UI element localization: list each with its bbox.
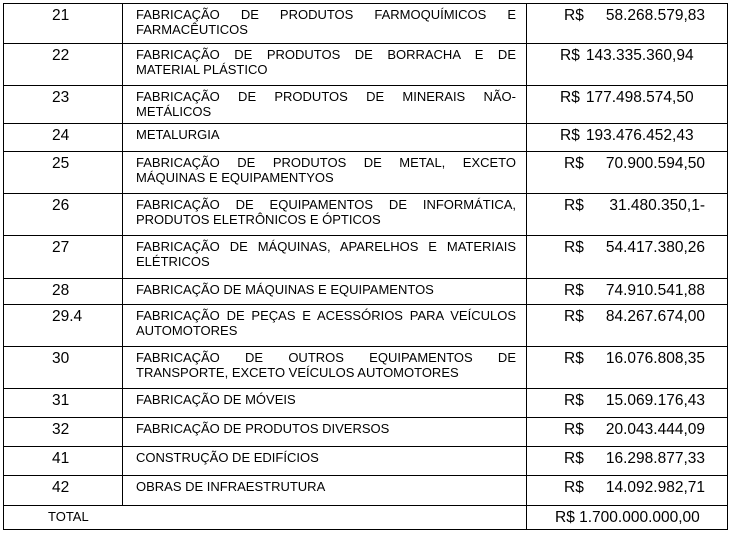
row-code: 29.4 xyxy=(4,305,123,347)
row-amount-cell xyxy=(527,124,728,152)
table-row xyxy=(4,194,728,236)
row-amount-cell xyxy=(527,236,728,279)
row-amount xyxy=(527,392,705,410)
amount-value: 143.335.360,94 xyxy=(585,47,694,64)
row-amount-cell xyxy=(527,86,728,124)
table-row xyxy=(4,4,728,44)
row-description: FABRICAÇÃO DE MÁQUINAS E EQUIPAMENTOS xyxy=(123,279,527,305)
amount-value: 74.910.541,88 xyxy=(605,282,705,299)
amount-value: 177.498.574,50 xyxy=(585,89,694,106)
currency-symbol: R$ xyxy=(564,7,584,24)
currency-symbol: R$ xyxy=(564,282,584,299)
row-amount xyxy=(527,239,705,257)
row-amount-cell xyxy=(527,476,728,506)
row-amount-cell xyxy=(527,347,728,389)
row-amount xyxy=(527,350,705,368)
row-description: FABRICAÇÃO DE OUTROS EQUIPAMENTOS DE TRANSPORTE, EXCETO VEÍCULOS AUTOMOTORES xyxy=(123,347,527,389)
currency-symbol: R$ xyxy=(564,479,584,496)
amount-value: 84.267.674,00 xyxy=(605,308,705,325)
row-code: 26 xyxy=(4,194,123,236)
row-code: 32 xyxy=(4,418,123,447)
row-code: 24 xyxy=(4,124,123,152)
currency-symbol: R$ xyxy=(564,155,584,172)
row-amount-cell xyxy=(527,279,728,305)
sector-allocation-table xyxy=(3,3,728,530)
table-row xyxy=(4,418,728,447)
row-amount-cell xyxy=(527,4,728,44)
row-code: 25 xyxy=(4,152,123,194)
table-row xyxy=(4,447,728,476)
amount-value: 16.298.877,33 xyxy=(605,450,705,467)
table-row xyxy=(4,236,728,279)
table-row xyxy=(4,124,728,152)
row-description: FABRICAÇÃO DE EQUIPAMENTOS DE INFORMÁTICA, PRODUTOS ELETRÔNICOS E ÓPTICOS xyxy=(123,194,527,236)
row-description: FABRICAÇÃO DE PRODUTOS DE METAL, EXCETO MÁQUINAS E EQUIPAMENTYOS xyxy=(123,152,527,194)
currency-symbol: R$ xyxy=(560,47,580,64)
row-description: FABRICAÇÃO DE PRODUTOS DE BORRACHA E DE MATERIAL PLÁSTICO xyxy=(123,44,527,86)
row-code: 31 xyxy=(4,389,123,418)
row-amount xyxy=(527,450,705,468)
row-description: CONSTRUÇÃO DE EDIFÍCIOS xyxy=(123,447,527,476)
total-value: R$ 1.700.000.000,00 xyxy=(527,506,728,530)
row-description: OBRAS DE INFRAESTRUTURA xyxy=(123,476,527,506)
row-code: 27 xyxy=(4,236,123,279)
row-amount xyxy=(527,89,705,107)
row-description: METALURGIA xyxy=(123,124,527,152)
row-code: 30 xyxy=(4,347,123,389)
row-amount xyxy=(527,308,705,326)
row-amount-cell xyxy=(527,418,728,447)
table-row xyxy=(4,152,728,194)
currency-symbol: R$ xyxy=(564,421,584,438)
amount-value: 14.092.982,71 xyxy=(605,479,705,496)
currency-symbol: R$ xyxy=(564,450,584,467)
row-code: 28 xyxy=(4,279,123,305)
row-code: 22 xyxy=(4,44,123,86)
row-amount xyxy=(527,197,705,215)
currency-symbol: R$ xyxy=(564,239,584,256)
row-description: FABRICAÇÃO DE PRODUTOS DIVERSOS xyxy=(123,418,527,447)
row-amount-cell xyxy=(527,389,728,418)
amount-value: 20.043.444,09 xyxy=(605,421,705,438)
row-description: FABRICAÇÃO DE PRODUTOS DE MINERAIS NÃO-METÁLICOS xyxy=(123,86,527,124)
table-row xyxy=(4,86,728,124)
amount-value: 31.480.350,1- xyxy=(609,197,705,214)
row-amount xyxy=(527,155,705,173)
row-code: 42 xyxy=(4,476,123,506)
total-row xyxy=(4,506,728,530)
row-amount xyxy=(527,127,705,145)
amount-value: 58.268.579,83 xyxy=(605,7,705,24)
table-row xyxy=(4,305,728,347)
row-amount xyxy=(527,47,705,65)
row-amount-cell xyxy=(527,44,728,86)
currency-symbol: R$ xyxy=(564,392,584,409)
row-amount xyxy=(527,282,705,300)
row-amount xyxy=(527,479,705,497)
row-amount xyxy=(527,421,705,439)
table-body xyxy=(4,4,728,506)
total-label: TOTAL xyxy=(4,506,527,530)
amount-value: 193.476.452,43 xyxy=(585,127,694,144)
table-row xyxy=(4,44,728,86)
row-amount-cell xyxy=(527,194,728,236)
row-amount-cell xyxy=(527,447,728,476)
table-row xyxy=(4,347,728,389)
currency-symbol: R$ xyxy=(560,89,580,106)
amount-value: 16.076.808,35 xyxy=(605,350,705,367)
row-description: FABRICAÇÃO DE MÁQUINAS, APARELHOS E MATERIAIS ELÉTRICOS xyxy=(123,236,527,279)
row-code: 21 xyxy=(4,4,123,44)
table-row xyxy=(4,476,728,506)
currency-symbol: R$ xyxy=(560,127,580,144)
row-description: FABRICAÇÃO DE PEÇAS E ACESSÓRIOS PARA VEÍCULOS AUTOMOTORES xyxy=(123,305,527,347)
table-row xyxy=(4,279,728,305)
amount-value: 15.069.176,43 xyxy=(605,392,705,409)
currency-symbol: R$ xyxy=(564,350,584,367)
row-description: FABRICAÇÃO DE MÓVEIS xyxy=(123,389,527,418)
row-amount-cell xyxy=(527,305,728,347)
amount-value: 70.900.594,50 xyxy=(605,155,705,172)
table-row xyxy=(4,389,728,418)
amount-value: 54.417.380,26 xyxy=(605,239,705,256)
row-code: 41 xyxy=(4,447,123,476)
row-description: FABRICAÇÃO DE PRODUTOS FARMOQUÍMICOS E FARMACÊUTICOS xyxy=(123,4,527,44)
currency-symbol: R$ xyxy=(564,197,584,214)
currency-symbol: R$ xyxy=(564,308,584,325)
row-code: 23 xyxy=(4,86,123,124)
row-amount xyxy=(527,7,705,25)
row-amount-cell xyxy=(527,152,728,194)
